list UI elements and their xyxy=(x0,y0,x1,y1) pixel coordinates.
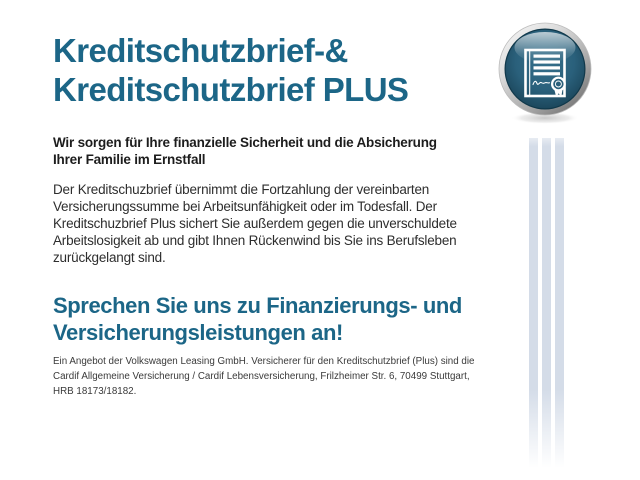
body-paragraph xyxy=(53,181,457,266)
legal-line-3: HRB 18173/18182. xyxy=(53,386,137,397)
legal-line-1: Ein Angebot der Volkswagen Leasing GmbH. Versicherer für den Kreditschutzbrief (Plus) sind die xyxy=(53,356,475,367)
legal-text xyxy=(53,354,475,399)
subtitle-line-2: Ihrer Familie im Ernstfall xyxy=(53,152,206,167)
cta-heading xyxy=(53,292,462,346)
page-title-line-1: Kreditschutzbrief-& xyxy=(53,32,348,69)
certificate-icon xyxy=(495,21,595,125)
page-title xyxy=(53,31,408,109)
body-line-1: Der Kreditschuzbrief übernimmt die Fortzahlung der vereinbarten xyxy=(53,182,430,197)
body-line-5: zurückgelangt sind. xyxy=(53,250,166,265)
page-title-line-2: Kreditschutzbrief PLUS xyxy=(53,71,409,108)
decorative-stripes xyxy=(529,138,564,468)
stripe-2 xyxy=(542,138,551,468)
stripe-3 xyxy=(555,138,564,468)
legal-line-2: Cardif Allgemeine Versicherung / Cardif Lebensversicherung, Frilzheimer Str. 6, 70499 Stuttgart, xyxy=(53,371,470,382)
stripe-1 xyxy=(529,138,538,468)
certificate-badge xyxy=(495,21,595,125)
subtitle xyxy=(53,134,437,168)
cta-line-2: Versicherungsleistungen an! xyxy=(53,320,343,345)
body-line-3: Kreditschuzbrief Plus sichert Sie außerdem gegen die unverschuldete xyxy=(53,216,457,231)
body-line-2: Versicherungssumme bei Arbeitsunfähigkeit oder im Todesfall. Der xyxy=(53,199,437,214)
cta-line-1: Sprechen Sie uns zu Finanzierungs- und xyxy=(53,293,462,318)
body-line-4: Arbeitslosigkeit ab und gibt Ihnen Rückenwind bis Sie ins Berufsleben xyxy=(53,233,457,248)
subtitle-line-1: Wir sorgen für Ihre finanzielle Sicherheit und die Absicherung xyxy=(53,135,437,150)
